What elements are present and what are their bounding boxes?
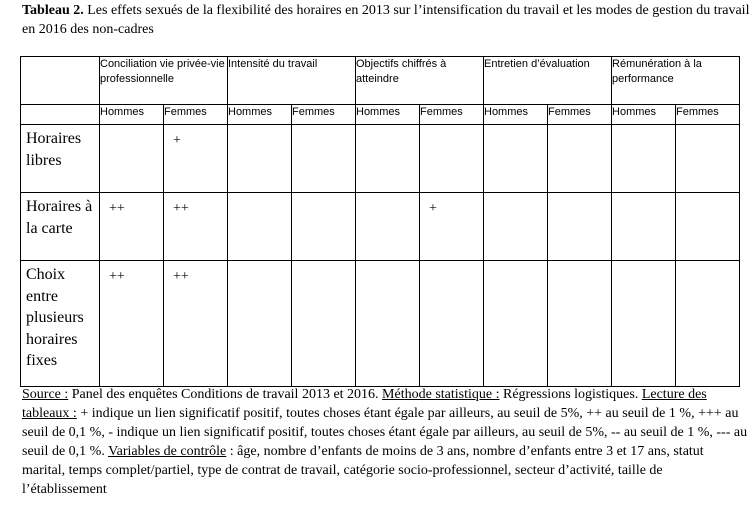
sex-header: Femmes <box>164 105 228 125</box>
table-cell <box>356 193 420 261</box>
group-header: Intensité du travail <box>228 57 356 105</box>
table-cell <box>420 125 484 193</box>
table-cell <box>420 261 484 387</box>
table-cell <box>228 261 292 387</box>
group-header: Objectifs chiffrés à atteindre <box>356 57 484 105</box>
table-cell <box>676 193 740 261</box>
group-header: Conciliation vie privée-vie professionnelle <box>100 57 228 105</box>
corner-cell <box>21 105 100 125</box>
source-text: Panel des enquêtes Conditions de travail 2013 et 2016. <box>68 387 383 402</box>
table-cell <box>292 261 356 387</box>
group-header: Rémunération à la performance <box>612 57 740 105</box>
group-header: Entretien d’évaluation <box>484 57 612 105</box>
table-row <box>21 125 740 193</box>
table-cell: ++ <box>100 193 164 261</box>
table-cell <box>484 125 548 193</box>
table-cell: + <box>164 125 228 193</box>
row-label: Horaires à la carte <box>21 193 100 261</box>
sex-header: Femmes <box>548 105 612 125</box>
sex-header: Hommes <box>612 105 676 125</box>
sex-header: Femmes <box>420 105 484 125</box>
table-cell <box>548 261 612 387</box>
sex-header: Hommes <box>100 105 164 125</box>
group-header-row <box>21 57 740 105</box>
controls-label: Variables de contrôle <box>108 444 227 459</box>
method-label: Méthode statistique : <box>382 387 500 402</box>
reading-label: Lecture des tableaux : <box>22 387 707 421</box>
table-cell: ++ <box>100 261 164 387</box>
method-text: Régressions logistiques. <box>499 387 642 402</box>
table-cell <box>484 193 548 261</box>
table-cell <box>612 261 676 387</box>
sex-header: Hommes <box>484 105 548 125</box>
table-cell <box>676 261 740 387</box>
table-cell: + <box>420 193 484 261</box>
caption-label: Tableau 2. <box>22 3 84 18</box>
table-cell <box>548 125 612 193</box>
table-cell: ++ <box>164 193 228 261</box>
table-cell <box>612 193 676 261</box>
table-cell <box>356 125 420 193</box>
reading-text: + indique un lien significatif positif, toutes choses étant égale par ailleurs, au seuil de 5%, ++ au seuil de 1 %, +++ au seuil de 0,1 %, - indique un lien significatif positif, toutes choses étant égale par ailleurs, au seuil de 5%, -- au seuil de 1 %, --- au seuil de 0,1 %. <box>22 406 748 459</box>
table-cell: ++ <box>164 261 228 387</box>
sex-header: Femmes <box>292 105 356 125</box>
row-label: Choix entre plusieurs horaires fixes <box>21 261 100 387</box>
controls-text: : âge, nombre d’enfants de moins de 3 ans, nombre d’enfants entre 3 et 17 ans, statut marital, temps complet/partiel, type de contrat de travail, catégorie socio-professionnel, secteur d’activité, taille de l’établissement <box>22 444 704 497</box>
table-caption <box>22 2 750 39</box>
table-row <box>21 193 740 261</box>
table-cell <box>228 125 292 193</box>
table-row <box>21 261 740 387</box>
table-cell <box>292 125 356 193</box>
sex-header: Hommes <box>228 105 292 125</box>
caption-text: Les effets sexués de la flexibilité des horaires en 2013 sur l’intensification du travail et les modes de gestion du travail en 2016 des non-cadres <box>22 3 750 37</box>
table-cell <box>356 261 420 387</box>
table-cell <box>100 125 164 193</box>
table-cell <box>228 193 292 261</box>
table-cell <box>484 261 548 387</box>
source-label: Source : <box>22 387 69 402</box>
sex-header: Femmes <box>676 105 740 125</box>
corner-cell <box>21 57 100 105</box>
row-label: Horaires libres <box>21 125 100 193</box>
table-cell <box>292 193 356 261</box>
table-cell <box>548 193 612 261</box>
table-notes <box>22 385 750 499</box>
sex-header-row <box>21 105 740 125</box>
table-cell <box>676 125 740 193</box>
table-cell <box>612 125 676 193</box>
sex-header: Hommes <box>356 105 420 125</box>
results-table <box>20 56 740 387</box>
